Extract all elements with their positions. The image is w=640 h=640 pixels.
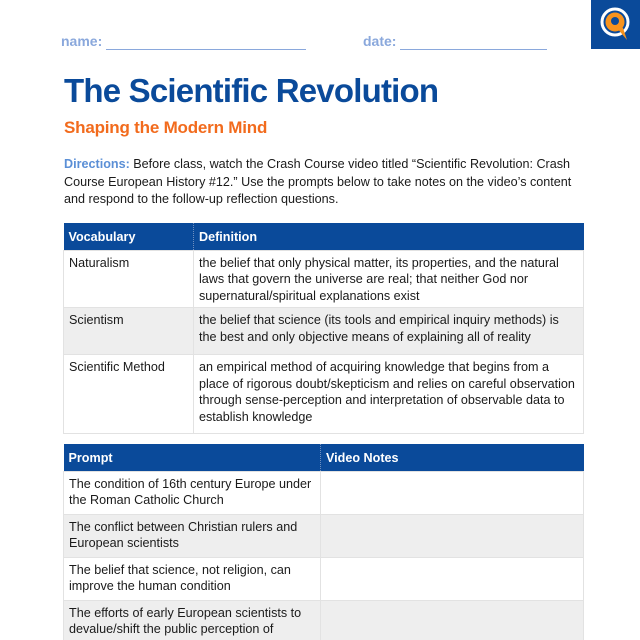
header-prompt: Prompt [64, 444, 321, 471]
vocab-definition: an empirical method of acquiring knowledge that begins from a place of rigorous doubt/skepticism and relies on careful observation through sense-perception and interpretation of observable data to establish knowledge [194, 355, 584, 434]
name-field[interactable] [61, 32, 306, 50]
date-input-line[interactable] [400, 34, 547, 50]
notes-cell[interactable] [321, 600, 584, 640]
directions [64, 156, 584, 209]
prompt-cell: The condition of 16th century Europe under the Roman Catholic Church [64, 471, 321, 514]
name-input-line[interactable] [106, 34, 306, 50]
notes-cell[interactable] [321, 471, 584, 514]
header-vocabulary: Vocabulary [64, 223, 194, 250]
notes-cell[interactable] [321, 514, 584, 557]
date-field[interactable] [363, 32, 547, 50]
prompt-table [63, 444, 584, 640]
vocab-definition: the belief that science (its tools and empirical inquiry methods) is the best and only objective means of explaining all of reality [194, 308, 584, 355]
table-row [64, 250, 584, 308]
notes-cell[interactable] [321, 557, 584, 600]
header-definition: Definition [194, 223, 584, 250]
header-video-notes: Video Notes [321, 444, 584, 471]
table-row [64, 514, 584, 557]
prompt-cell: The efforts of early European scientists to devalue/shift the public perception of [64, 600, 321, 640]
table-row [64, 557, 584, 600]
prompt-cell: The conflict between Christian rulers and European scientists [64, 514, 321, 557]
page-subtitle: Shaping the Modern Mind [64, 118, 268, 137]
vocab-definition: the belief that only physical matter, its properties, and the natural laws that govern the universe are real; that neither God nor supernatural/spiritual explanations exist [194, 250, 584, 308]
directions-text: Before class, watch the Crash Course video titled “Scientific Revolution: Crash Course European History #12.” Use the prompts below to take notes on the video’s content and respond to the follow-up reflection questions. [64, 157, 572, 206]
header-fields [61, 32, 561, 52]
table-header-row [64, 223, 584, 250]
date-label: date: [363, 33, 397, 49]
directions-label: Directions: [64, 157, 130, 171]
vocab-term: Naturalism [64, 250, 194, 308]
table-header-row [64, 444, 584, 471]
vocab-term: Scientific Method [64, 355, 194, 434]
name-label: name: [61, 33, 103, 49]
quill-q-logo-icon [599, 6, 633, 44]
vocab-term: Scientism [64, 308, 194, 355]
prompt-cell: The belief that science, not religion, can improve the human condition [64, 557, 321, 600]
table-row [64, 600, 584, 640]
table-row [64, 471, 584, 514]
table-row [64, 308, 584, 355]
logo [591, 0, 640, 49]
table-row [64, 355, 584, 434]
vocabulary-table [63, 223, 584, 434]
page-title: The Scientific Revolution [64, 72, 439, 109]
